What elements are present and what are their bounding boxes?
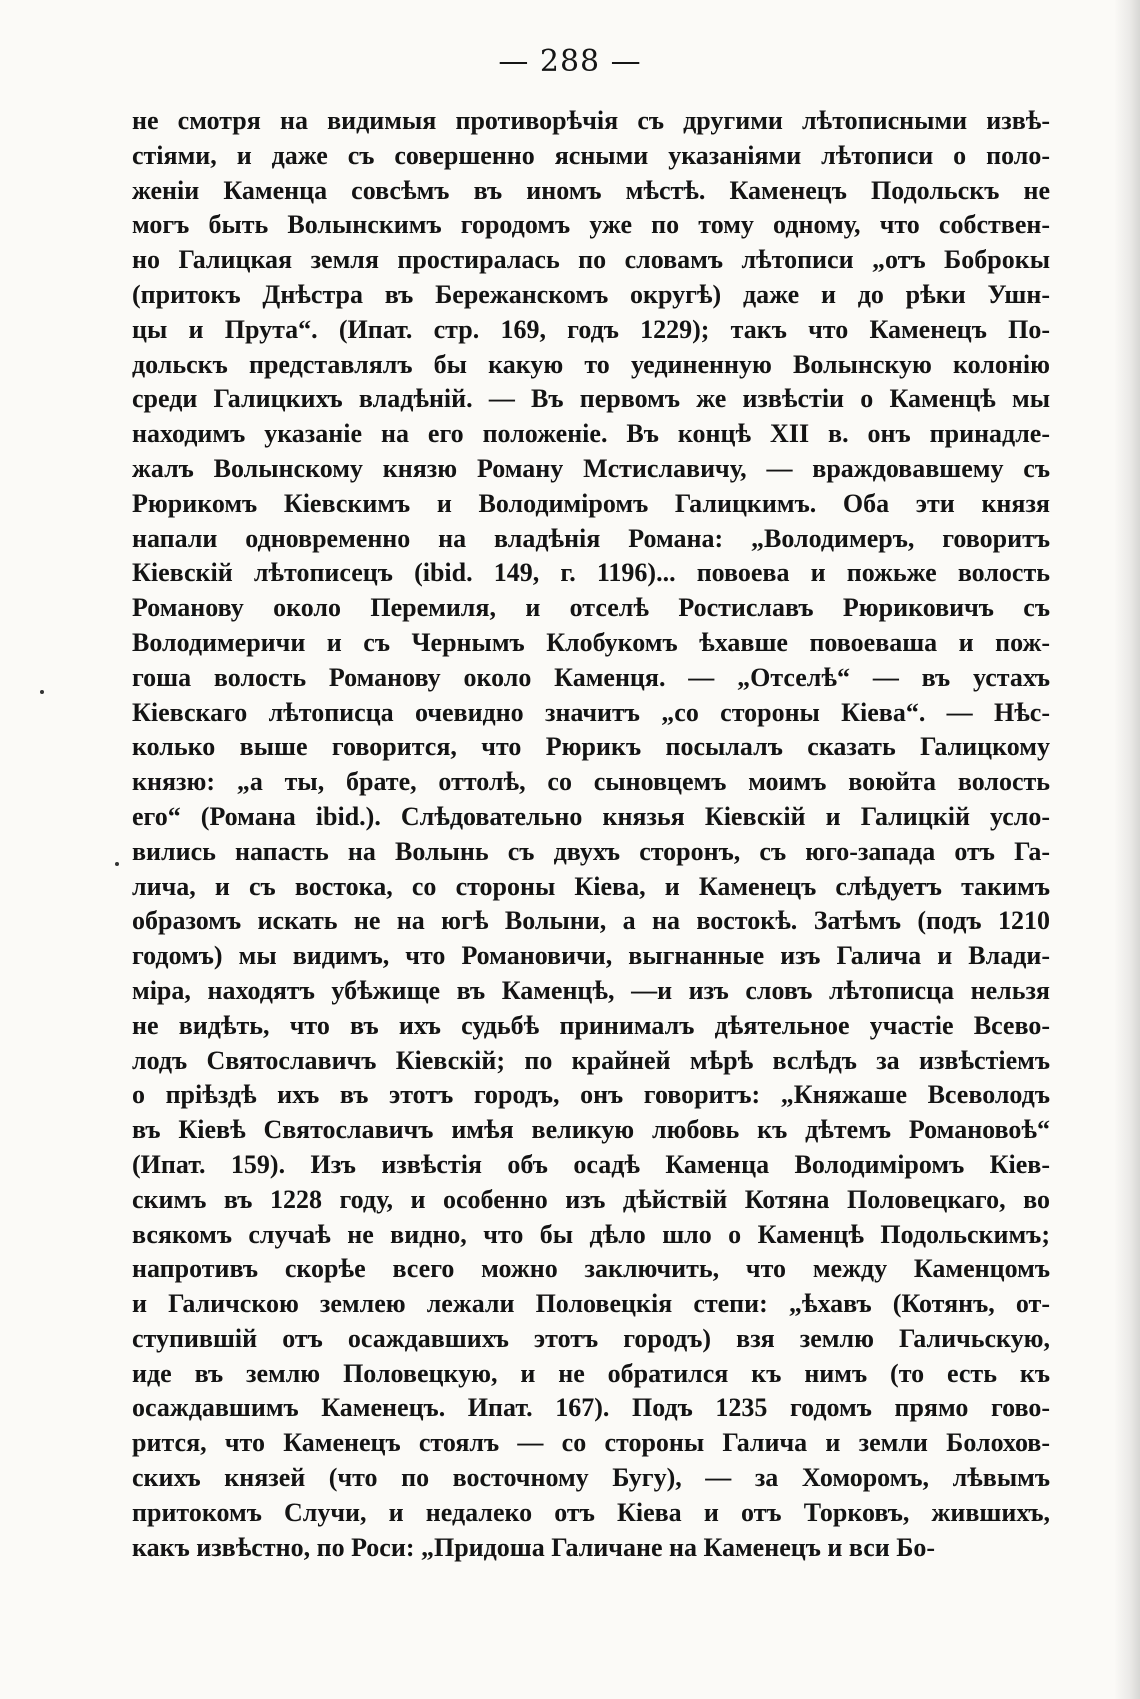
text-line: (Ипат. 159). Изъ извѣстія объ осадѣ Каменца Володиміромъ Кіев-: [132, 1149, 1050, 1179]
text-line: не смотря на видимыя противорѣчія съ другими лѣтописными извѣ-: [132, 106, 1050, 135]
text-line: какъ извѣстно, по Роси: „Придоша Галичане на Каменецъ и вси Бо-: [132, 1532, 936, 1562]
text-line: міра, находятъ убѣжище въ Каменцѣ, —и изъ словъ лѣтописца нельзя: [132, 975, 1050, 1005]
text-line: въ Кіевѣ Святославичъ имѣя великую любовь къ дѣтемъ Романовоѣ“: [132, 1115, 1050, 1145]
text-line: осаждавшимъ Каменецъ. Ипат. 167). Подъ 1235 годомъ прямо гово-: [132, 1393, 1050, 1423]
text-line: не видѣть, что въ ихъ судьбѣ принималъ дѣятельное участіе Всево-: [132, 1010, 1050, 1040]
text-line: могъ быть Волынскимъ городомъ уже по тому одному, что собствен-: [132, 210, 1050, 240]
text-line: Кіевскій лѣтописецъ (ibid. 149, г. 1196)... повоева и пожьже волость: [132, 558, 1050, 588]
text-line: женіи Каменца совсѣмъ въ иномъ мѣстѣ. Каменецъ Подольскъ не: [132, 175, 1050, 205]
text-line: Рюрикомъ Кіевскимъ и Володиміромъ Галицкимъ. Оба эти князя: [132, 488, 1050, 518]
page-number: — 288 —: [498, 44, 642, 79]
text-line: среди Галицкихъ владѣній. — Въ первомъ же извѣстіи о Каменцѣ мы: [132, 384, 1050, 414]
text-line: Романову около Перемиля, и отселѣ Ростиславъ Рюриковичъ съ: [132, 593, 1050, 623]
text-line: притокомъ Случи, и недалеко отъ Кіева и отъ Торковъ, жившихъ,: [132, 1497, 1050, 1527]
text-line: всякомъ случаѣ не видно, что бы дѣло шло о Каменцѣ Подольскимъ;: [132, 1219, 1050, 1249]
text-line: скихъ князей (что по восточному Бугу), — за Хоморомъ, лѣвымъ: [132, 1463, 1050, 1493]
body-text: [132, 104, 1050, 1565]
text-line: дольскъ представлялъ бы какую то уединенную Волынскую колонію: [132, 349, 1050, 379]
text-line: цы и Прута“. (Ипат. стр. 169, годъ 1229); такъ что Каменецъ По-: [132, 314, 1050, 344]
scan-shadow-edge: [1114, 0, 1140, 1699]
text-line: образомъ искать не на югѣ Волыни, а на востокѣ. Затѣмъ (подъ 1210: [132, 906, 1050, 936]
scan-speck: [115, 862, 119, 866]
text-line: князю: „а ты, брате, оттолѣ, со сыновцемъ моимъ воюйта волость: [132, 767, 1050, 797]
text-line: напали одновременно на владѣнія Романа: „Володимеръ, говоритъ: [132, 523, 1050, 553]
text-line: гоша волость Романову около Каменця. — „Отселѣ“ — въ устахъ: [132, 662, 1050, 692]
text-line: и Галичскою землею лежали Половецкія степи: „ѣхавъ (Котянъ, от-: [132, 1289, 1050, 1319]
text-line: скимъ въ 1228 году, и особенно изъ дѣйствій Котяна Половецкаго, во: [132, 1184, 1050, 1214]
text-line: рится, что Каменецъ стоялъ — со стороны Галича и земли Болохов-: [132, 1428, 1050, 1458]
text-line: напротивъ скорѣе всего можно заключить, что между Каменцомъ: [132, 1254, 1050, 1284]
text-line: находимъ указаніе на его положеніе. Въ концѣ XII в. онъ принадле-: [132, 419, 1050, 449]
text-line: жалъ Волынскому князю Роману Мстиславичу, — враждовавшему съ: [132, 453, 1050, 483]
text-line: вились напасть на Волынь съ двухъ сторонъ, съ юго-запада отъ Га-: [132, 836, 1050, 866]
scan-speck: [40, 690, 44, 694]
text-line: о пріѣздѣ ихъ въ этотъ городъ, онъ говоритъ: „Княжаше Всеволодъ: [132, 1080, 1050, 1110]
text-line: но Галицкая земля простиралась по словамъ лѣтописи „отъ Боброкы: [132, 245, 1050, 275]
text-line: Володимеричи и съ Чернымъ Клобукомъ ѣхавше повоеваша и пож-: [132, 627, 1050, 657]
text-line: иде въ землю Половецкую, и не обратился къ нимъ (то есть къ: [132, 1358, 1050, 1388]
text-line: его“ (Романа ibid.). Слѣдовательно князья Кіевскій и Галицкій усло-: [132, 801, 1050, 831]
text-line: ступившій отъ осаждавшихъ этотъ городъ) взя землю Галичьскую,: [132, 1323, 1050, 1353]
text-line: лодъ Святославичъ Кіевскій; по крайней мѣрѣ вслѣдъ за извѣстіемъ: [132, 1045, 1050, 1075]
text-line: годомъ) мы видимъ, что Романовичи, выгнанные изъ Галича и Влади-: [132, 941, 1050, 971]
text-line: лича, и съ востока, со стороны Кіева, и Каменецъ слѣдуетъ такимъ: [132, 871, 1050, 901]
text-line: (притокъ Днѣстра въ Бережанскомъ округѣ) даже и до рѣки Ушн-: [132, 279, 1050, 309]
text-line: Кіевскаго лѣтописца очевидно значитъ „со стороны Кіева“. — Нѣс-: [132, 697, 1050, 727]
text-line: стіями, и даже съ совершенно ясными указаніями лѣтописи о поло-: [132, 140, 1050, 170]
text-line: колько выше говорится, что Рюрикъ посылалъ сказать Галицкому: [132, 732, 1050, 762]
